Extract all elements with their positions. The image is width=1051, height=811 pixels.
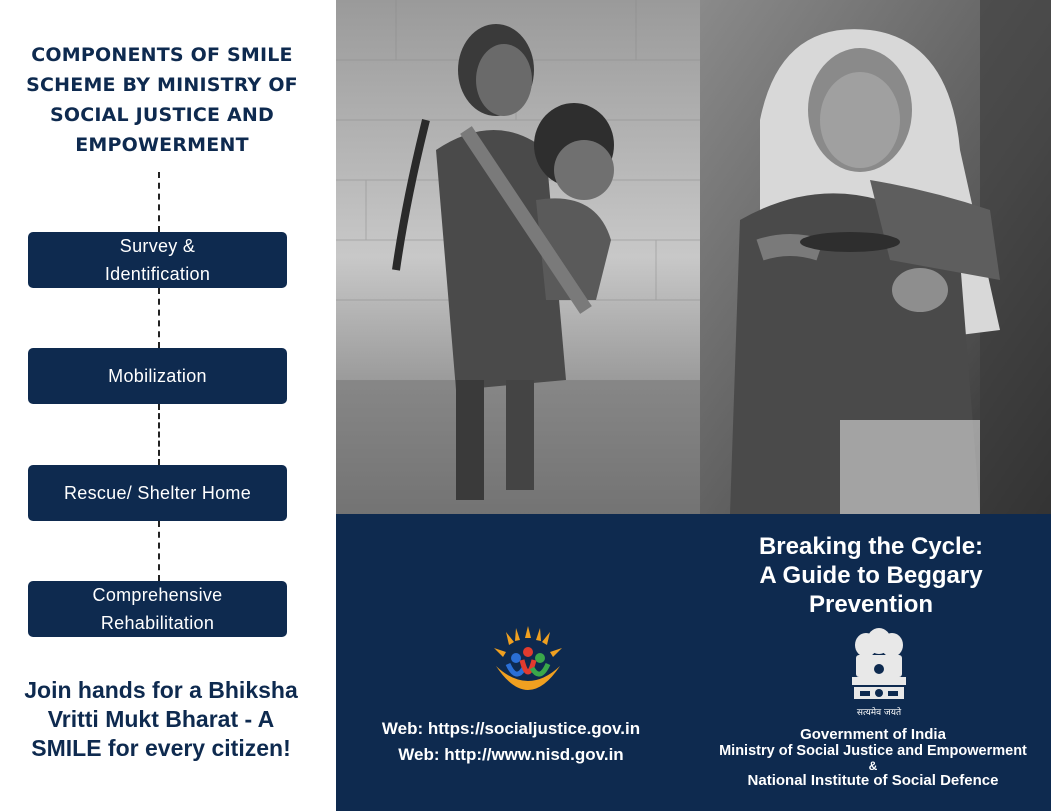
guide-title-line: Breaking the Cycle:	[758, 533, 984, 560]
components-title: COMPONENTS OF SMILE SCHEME BY MINISTRY OF SOCIAL JUSTICE AND EMPOWERMENT	[26, 44, 298, 156]
website-link-nisd[interactable]: Web: http://www.nisd.gov.in	[398, 745, 624, 764]
step-comprehensive-rehabilitation	[28, 581, 287, 637]
step-mobilization	[28, 348, 287, 404]
website-links	[356, 716, 666, 768]
connector-line	[158, 404, 160, 465]
step-label: Rescue/ Shelter Home	[63, 483, 252, 503]
girl-carrying-child-photo	[336, 0, 700, 514]
guide-title	[716, 532, 1026, 619]
connector-line	[158, 172, 160, 232]
bottom-info-panel	[336, 514, 1051, 811]
components-panel	[0, 0, 336, 811]
tagline: Join hands for a Bhiksha Vritti Mukt Bharat - A SMILE for every citizen!	[24, 677, 298, 761]
state-emblem	[844, 627, 914, 719]
govt-line: National Institute of Social Defence	[747, 772, 999, 789]
connector-line	[158, 288, 160, 348]
govt-line: Ministry of Social Justice and Empowerment	[719, 743, 1027, 759]
govt-line: &	[868, 759, 878, 773]
step-label: Comprehensive Rehabilitation	[92, 585, 223, 633]
step-rescue-shelter	[28, 465, 287, 521]
connector-line	[158, 521, 160, 581]
elderly-woman-begging-photo	[700, 0, 1051, 514]
step-survey-identification	[28, 232, 287, 288]
emblem-caption: सत्यमेव जयते	[856, 708, 902, 718]
guide-title-line: A Guide to Beggary	[759, 562, 983, 589]
step-label: Survey & Identification	[104, 236, 211, 284]
smile-scheme-logo	[488, 624, 568, 714]
website-link-socialjustice[interactable]: Web: https://socialjustice.gov.in	[381, 719, 641, 738]
govt-line: Government of India	[800, 726, 946, 743]
guide-title-line: Prevention	[808, 591, 934, 618]
government-credits	[698, 726, 1048, 789]
step-label: Mobilization	[108, 366, 207, 386]
